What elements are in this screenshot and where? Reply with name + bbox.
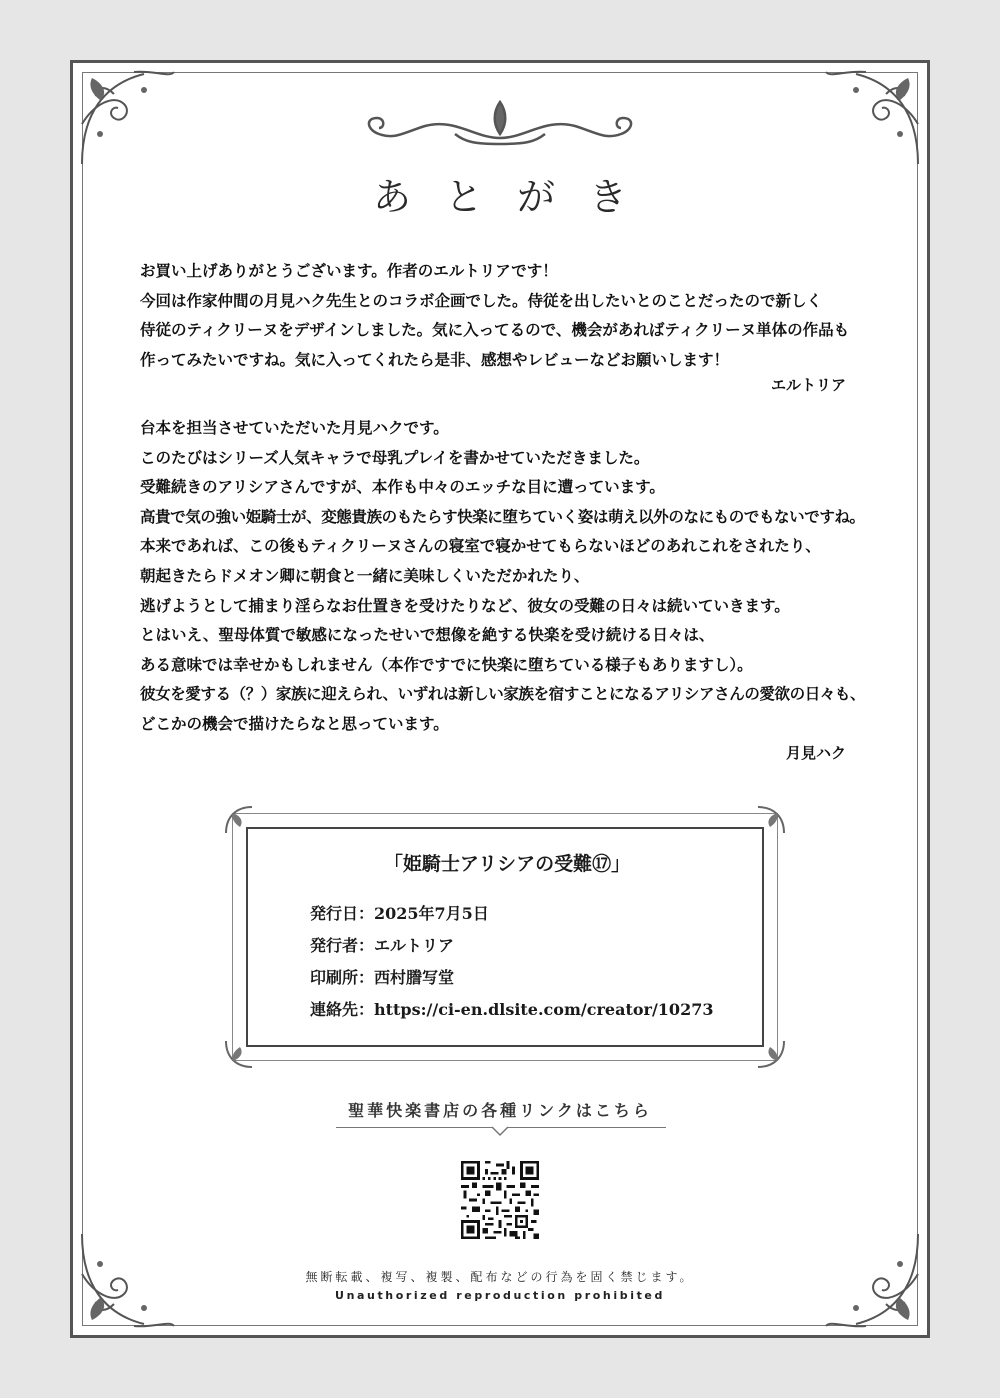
colophon-label: 発行日： <box>310 904 375 923</box>
writer-note-line: 本来であれば、この後もティクリーヌさんの寝室で寝かせてもらないほどのあれこれをされたり、 <box>140 536 821 556</box>
author-note-line: 作ってみたいですね。気に入ってくれたら是非、感想やレビューなどお願いします！ <box>140 349 730 369</box>
caption-pointer-icon <box>492 1126 508 1136</box>
colophon-label: 連絡先： <box>310 1000 375 1019</box>
colophon-box <box>246 827 764 1047</box>
author-note-line: 侍従のティクリーヌをデザインしました。気に入ってるので、機会があればティクリーヌ単体の作品も <box>140 320 850 340</box>
colophon-row-printer <box>310 965 454 988</box>
colophon-value: エルトリア <box>374 936 455 955</box>
colophon-title: 「姫騎士アリシアの受難⑰」 <box>383 853 631 875</box>
writer-note-line: 台本を担当させていただいた月見ハクです。 <box>140 418 449 437</box>
copyright-notice-jp: 無断転載、複写、複製、配布などの行為を固く禁じます。 <box>305 1270 695 1284</box>
colophon-label: 発行者： <box>310 936 375 955</box>
corner-ornament-top-right-icon <box>816 64 926 174</box>
writer-note-line: 高貴で気の強い姫騎士が、変態貴族のもたらす快楽に堕ちていく姿は萌え以外のなにものでもないですね。 <box>140 506 865 526</box>
writer-note-line: このたびはシリーズ人気キャラで母乳プレイを書かせていただきました。 <box>140 447 650 467</box>
colophon-row-contact <box>310 997 713 1020</box>
writer-note <box>140 413 900 739</box>
links-caption: 聖華快楽書店の各種リンクはこちら <box>348 1101 652 1120</box>
colophon-label: 印刷所： <box>310 968 375 987</box>
writer-note-line: ある意味では幸せかもしれません（本作ですでに快楽に堕ちている様子もありますし）。 <box>140 654 753 674</box>
title-flourish-icon <box>355 94 645 150</box>
writer-note-line: 朝起きたらドメオン卿に朝食と一緒に美味しくいただかれたり、 <box>140 565 590 585</box>
qr-code-icon[interactable] <box>461 1161 539 1239</box>
colophon-value: 西村謄写堂 <box>374 968 455 987</box>
author-note-line: お買い上げありがとうございます。作者のエルトリアです！ <box>140 261 558 280</box>
writer-note-line: 彼女を愛する（？）家族に迎えられ、いずれは新しい家族を宿すことになるアリシアさんの愛欲の日々も、 <box>140 684 866 704</box>
author-signature: エルトリア <box>770 376 846 394</box>
writer-signature: 月見ハク <box>785 744 846 762</box>
colophon-row-date <box>310 901 489 924</box>
writer-note-line: どこかの機会で描けたらなと思っています。 <box>140 713 449 733</box>
colophon-row-publisher <box>310 933 454 956</box>
page-title: あとがき <box>372 175 661 219</box>
writer-note-line: 逃げようとして捕まり淫らなお仕置きを受けたりなど、彼女の受難の日々は続いていきます。 <box>140 595 790 615</box>
writer-note-line: とはいえ、聖母体質で敏感になったせいで想像を絶する快楽を受け続ける日々は、 <box>140 625 715 645</box>
contact-link[interactable]: https://ci-en.dlsite.com/creator/10273 <box>374 1000 714 1019</box>
writer-note-line: 受難続きのアリシアさんですが、本作も中々のエッチな目に遭っています。 <box>140 477 665 497</box>
colophon-value: 2025年7月5日 <box>374 904 489 923</box>
corner-ornament-top-left-icon <box>74 64 184 174</box>
author-note-line: 今回は作家仲間の月見ハク先生とのコラボ企画でした。侍従を出したいとのことだったので新しく <box>140 290 823 310</box>
copyright-notice-en: Unauthorized reproduction prohibited <box>335 1289 665 1302</box>
author-note <box>140 256 900 374</box>
